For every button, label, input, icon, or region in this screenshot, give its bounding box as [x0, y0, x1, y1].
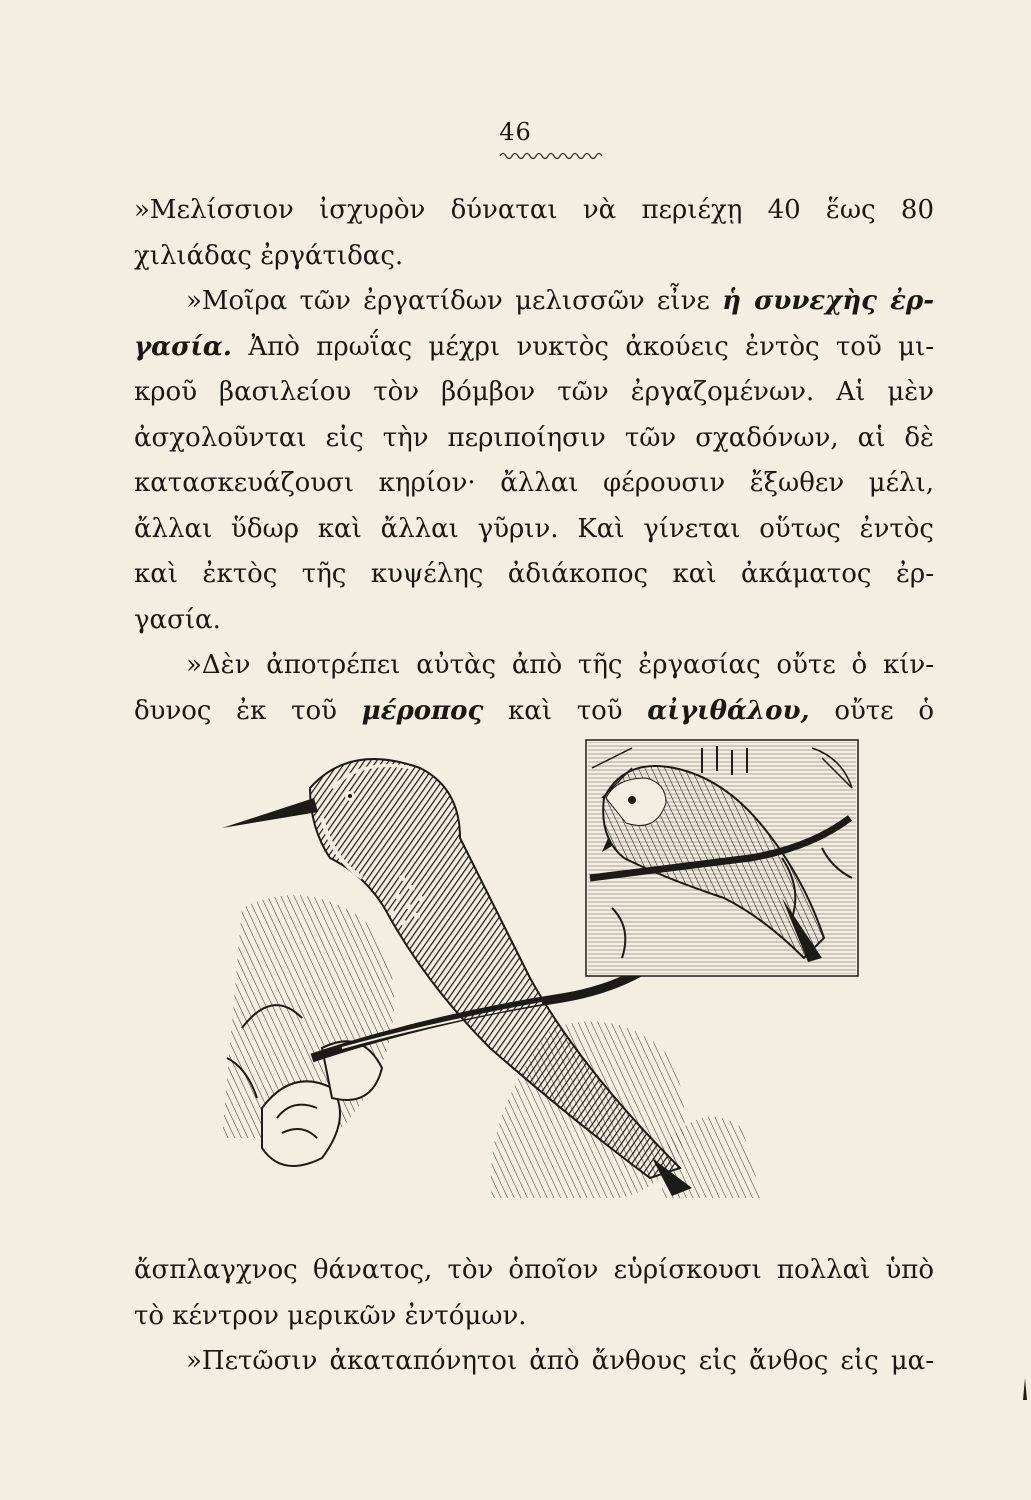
emphasis-text: μέροπος [361, 695, 484, 726]
text-line: χιλιάδας ἐργάτιδας. [134, 240, 404, 271]
text-line: ἄσπλαγχνος θάνατος, τὸν ὁποῖον εὑρίσκουσι πολλαὶ ὑπὸ [134, 1255, 934, 1285]
text-line: »Δὲν ἀποτρέπει αὐτὰς ἀπὸ τῆς ἐργασίας οὔτε ὁ κίν- [186, 650, 934, 680]
text-fragment: καὶ τοῦ [508, 695, 623, 726]
margin-mark [1022, 1378, 1028, 1400]
text-line: γασία. [134, 604, 221, 635]
bottom-text [134, 1248, 934, 1385]
emphasis-text: ἡ συνεχὴς ἐρ- [722, 286, 934, 316]
text-fragment: »Μοῖρα τῶν ἐργατίδων μελισσῶν εἶνε [186, 286, 710, 316]
emphasis-text: γασία. [134, 331, 232, 362]
emphasis-text: αἰγιθάλου, [647, 695, 810, 726]
text-line: κατασκευάζουσι κηρίον· ἄλλαι φέρουσιν ἔξωθεν μέλι, [134, 468, 934, 498]
text-line: τὸ κέντρον μερικῶν ἐντόμων. [134, 1300, 527, 1331]
text-line: »Πετῶσιν ἀκαταπόνητοι ἀπὸ ἄνθους εἰς ἄνθος εἰς μα- [186, 1346, 934, 1376]
page-number: 46 [499, 118, 532, 146]
text-fragment: δυνος ἐκ τοῦ [134, 695, 337, 726]
top-text [134, 188, 934, 734]
text-line: κροῦ βασιλείου τὸν βόμβον τῶν ἐργαζομένων. Αἱ μὲν [134, 377, 934, 407]
bird-engraving-illustration [222, 728, 866, 1200]
text-line: ἀσχολοῦνται εἰς τὴν περιποίησιν τῶν σχαδόνων, αἱ δὲ [134, 422, 934, 453]
text-fragment: Ἀπὸ πρωΐας μέχρι νυκτὸς ἀκούεις ἐντὸς τοῦ μι- [248, 331, 934, 362]
wavy-ornament [498, 150, 608, 162]
text-line: ἄλλαι ὕδωρ καὶ ἄλλαι γῦριν. Καὶ γίνεται οὕτως ἐντὸς [134, 513, 934, 544]
text-line [134, 279, 934, 325]
text-line [134, 325, 934, 371]
text-line: »Μελίσσιον ἰσχυρὸν δύναται νὰ περιέχῃ 40 ἕως 80 [134, 195, 934, 225]
text-line: καὶ ἐκτὸς τῆς κυψέλης ἀδιάκοπος καὶ ἀκάματος ἐρ- [134, 559, 934, 589]
text-fragment: οὔτε ὁ [834, 695, 934, 726]
